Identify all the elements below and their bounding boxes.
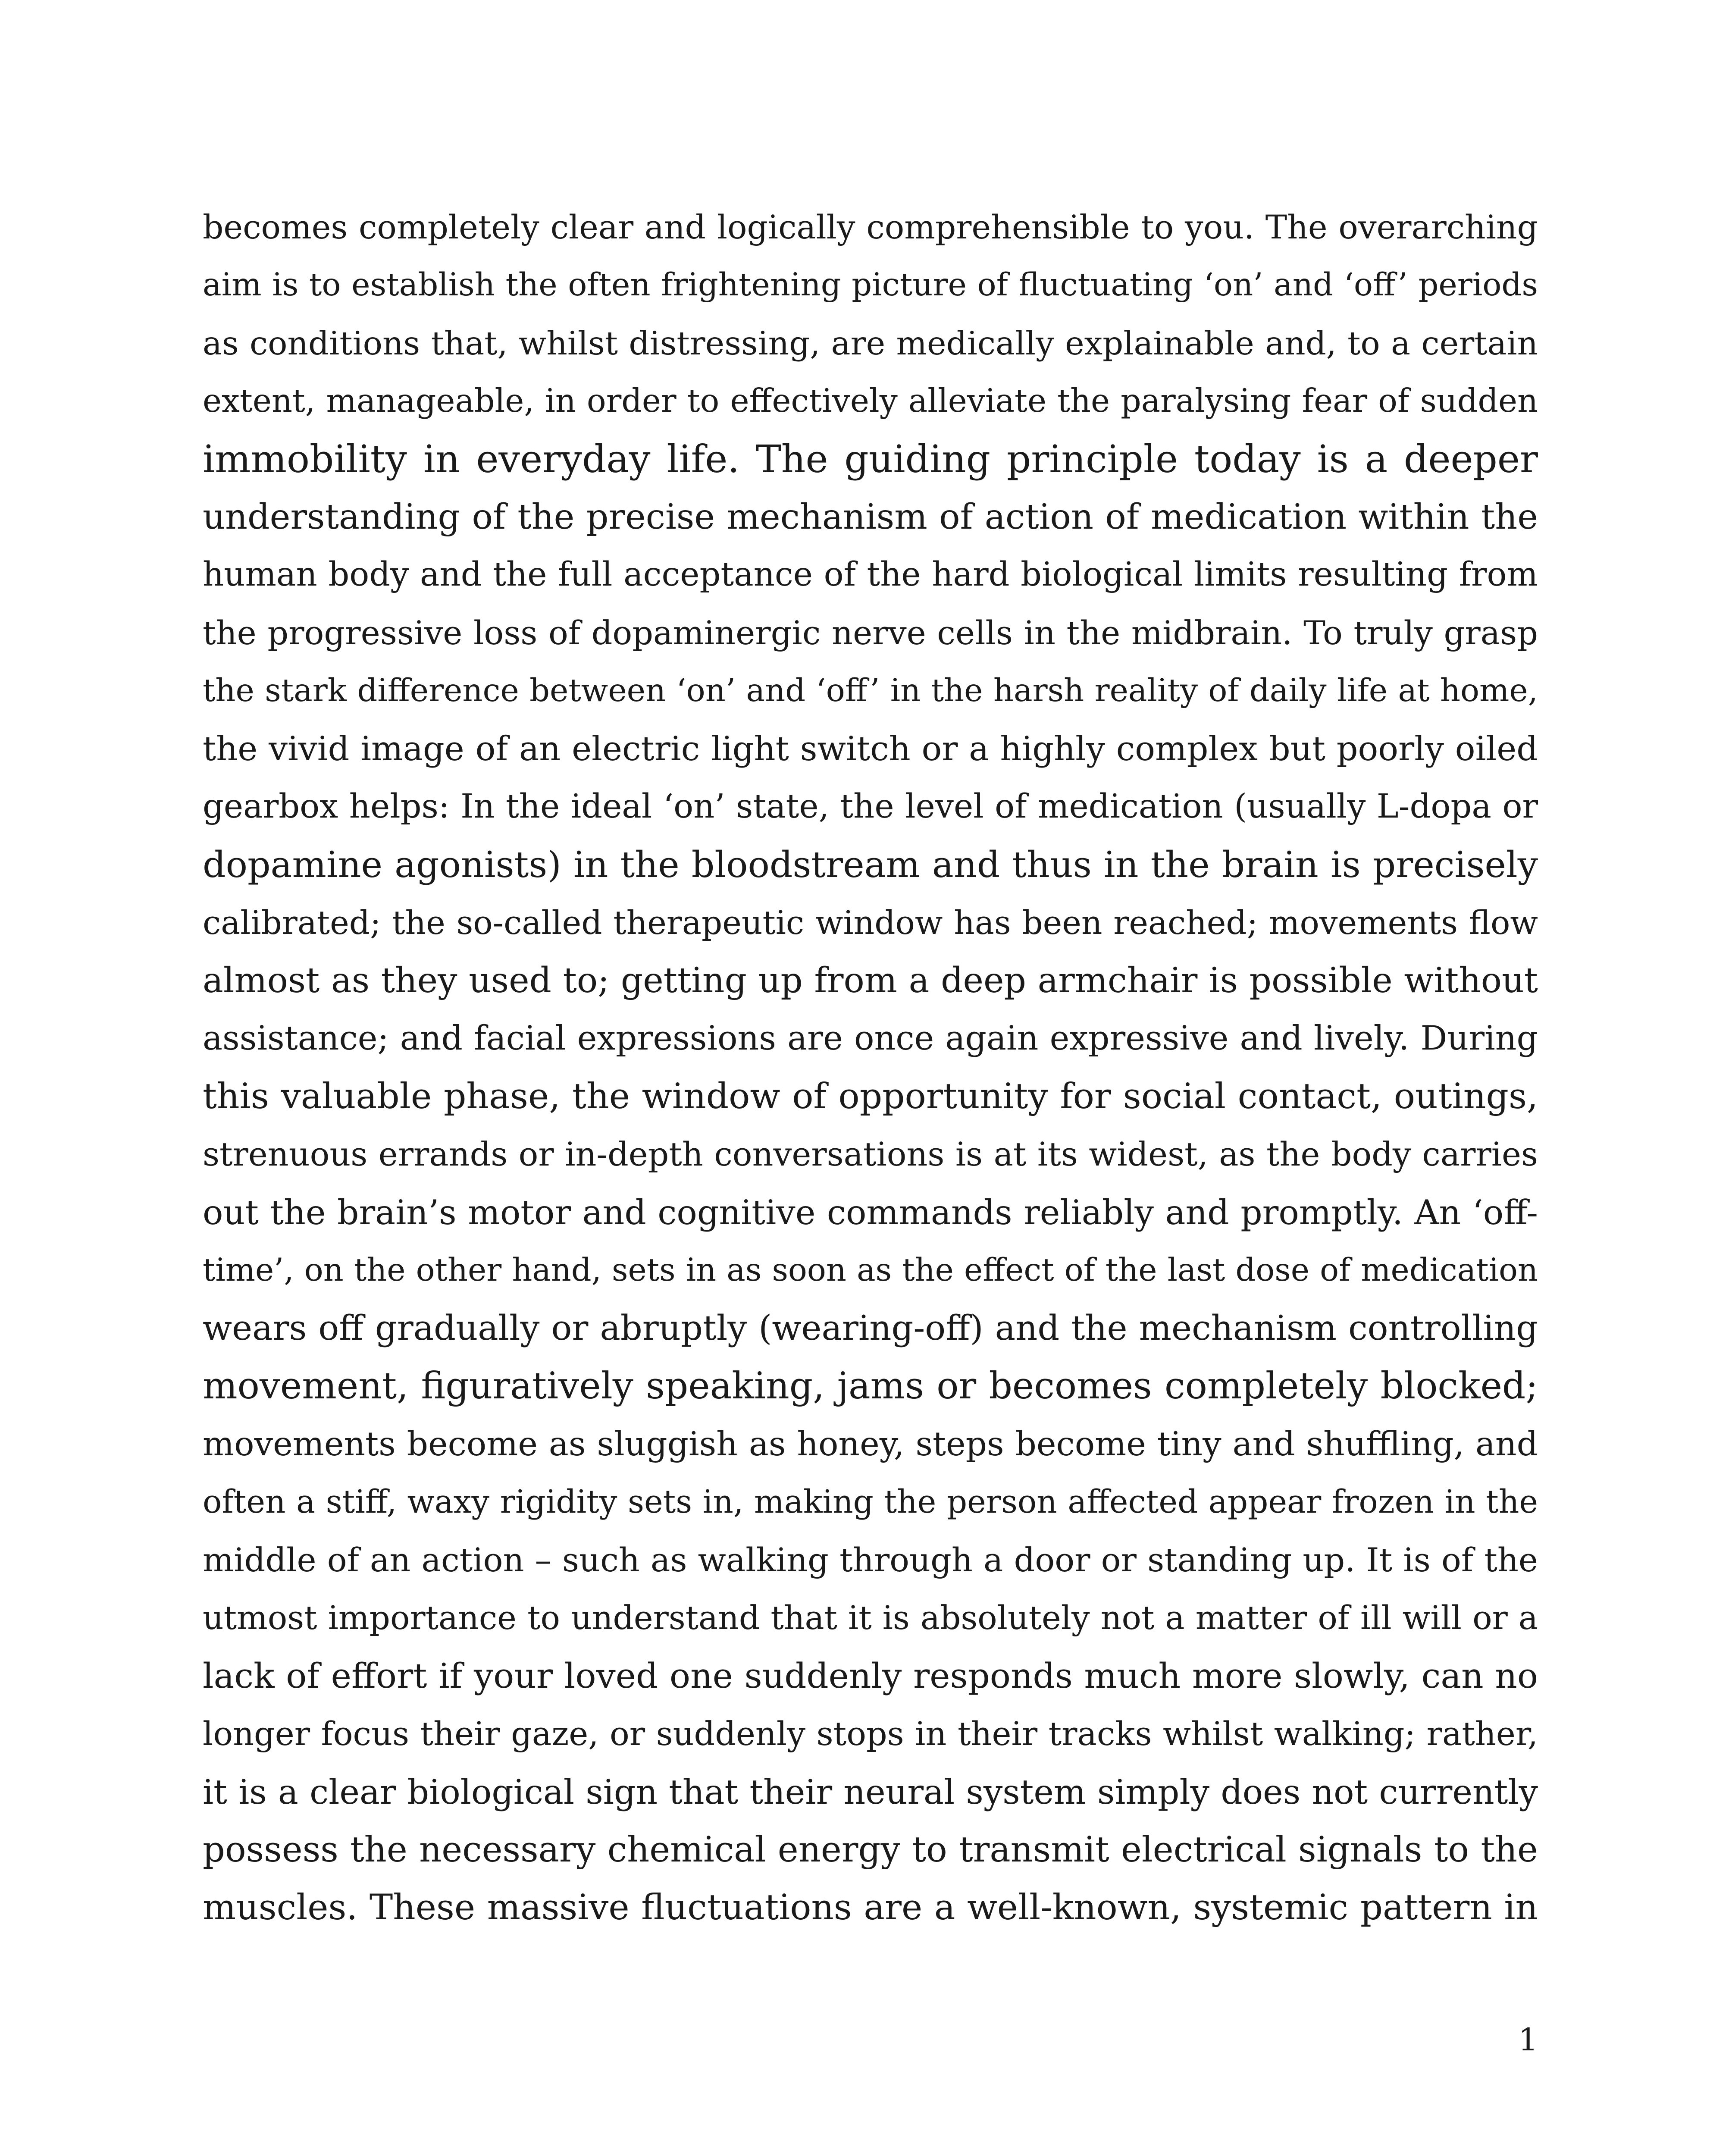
text-line: almost as they used to; getting up from a deep armchair is possible without (203, 960, 1538, 1001)
text-line: understanding of the precise mechanism of action of medication within the (203, 496, 1538, 537)
text-line: extent, manageable, in order to effectively alleviate the paralysing fear of sudden (203, 382, 1538, 420)
text-line: wears off gradually or abruptly (wearing-off) and the mechanism controlling (203, 1308, 1538, 1348)
text-line: longer focus their gaze, or suddenly stops in their tracks whilst walking; rather, (203, 1714, 1538, 1753)
text-line: possess the necessary chemical energy to transmit electrical signals to the (203, 1829, 1538, 1870)
text-line: assistance; and facial expressions are once again expressive and lively. During (203, 1019, 1538, 1058)
text-line: the vivid image of an electric light switch or a highly complex but poorly oiled (203, 729, 1538, 768)
text-line: often a stiff, waxy rigidity sets in, making the person affected appear frozen in the (203, 1483, 1538, 1520)
text-line: utmost importance to understand that it is absolutely not a matter of ill will or a (203, 1599, 1538, 1637)
text-line: the progressive loss of dopaminergic nerve cells in the midbrain. To truly grasp (203, 613, 1538, 652)
text-line: out the brain’s motor and cognitive commands reliably and promptly. An ‘off- (203, 1192, 1538, 1232)
text-line: movement, figuratively speaking, jams or becomes completely blocked; (203, 1364, 1538, 1407)
text-line: time’, on the other hand, sets in as soon as the effect of the last dose of medication (203, 1252, 1538, 1289)
text-line: calibrated; the so-called therapeutic window has been reached; movements flow (203, 903, 1538, 942)
text-line: immobility in everyday life. The guiding principle today is a deeper (203, 436, 1538, 481)
text-line: middle of an action – such as walking through a door or standing up. It is of the (203, 1540, 1538, 1579)
text-line: dopamine agonists) in the bloodstream and thus in the brain is precisely (203, 843, 1538, 886)
text-line: movements become as sluggish as honey, steps become tiny and shuffling, and (203, 1425, 1538, 1464)
text-line: human body and the full acceptance of the hard biological limits resulting from (203, 555, 1538, 594)
text-line: lack of effort if your loved one suddenly responds much more slowly, can no (203, 1655, 1538, 1696)
page-number: 1 (1518, 2021, 1538, 2058)
text-line: the stark difference between ‘on’ and ‘off’ in the harsh reality of daily life at home, (203, 672, 1538, 709)
text-line: gearbox helps: In the ideal ‘on’ state, the level of medication (usually L-dopa or (203, 787, 1538, 826)
text-line: this valuable phase, the window of opportunity for social contact, outings, (203, 1075, 1538, 1117)
text-line: as conditions that, whilst distressing, are medically explainable and, to a certain (203, 324, 1538, 362)
text-line: aim is to establish the often frightening picture of fluctuating ‘on’ and ‘off’ periods (203, 266, 1538, 304)
body-text (203, 198, 1538, 1937)
text-line: becomes completely clear and logically comprehensible to you. The overarching (203, 208, 1538, 246)
text-line: muscles. These massive fluctuations are a well-known, systemic pattern in (203, 1887, 1538, 1928)
text-line: strenuous errands or in-depth conversations is at its widest, as the body carries (203, 1135, 1538, 1174)
text-line: it is a clear biological sign that their neural system simply does not currently (203, 1772, 1538, 1812)
